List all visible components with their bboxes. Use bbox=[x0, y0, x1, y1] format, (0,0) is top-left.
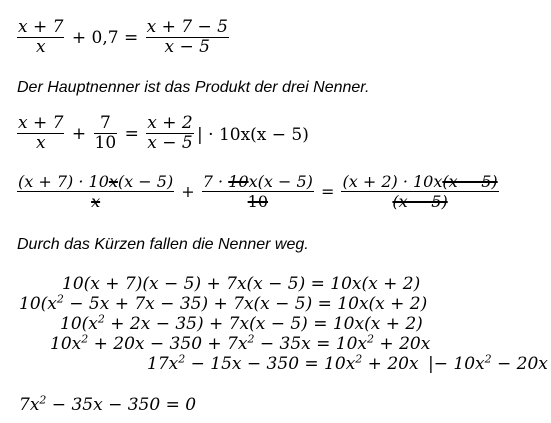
operator: = bbox=[124, 123, 139, 144]
equation-2 bbox=[17, 114, 194, 153]
operator: + bbox=[181, 181, 195, 201]
denominator: x − 5 bbox=[164, 37, 211, 57]
equation-1 bbox=[17, 18, 229, 57]
derivation-line-2: $10(x^2 - 5x + 7x - 35) + 7x(x - 5) = 10x(x + 2)$ bbox=[19, 292, 428, 314]
numerator: x + 2 bbox=[147, 113, 193, 133]
numerator: 7 bbox=[94, 114, 118, 134]
operator: + bbox=[71, 123, 87, 144]
numerator: x + 7 − 5 bbox=[146, 17, 228, 37]
fraction-2 bbox=[202, 172, 314, 211]
subtraction-note: |− $10x^2 - 20x$ bbox=[428, 352, 548, 374]
fraction-2 bbox=[94, 114, 118, 153]
operator: = bbox=[320, 181, 335, 201]
fraction-1 bbox=[17, 114, 64, 153]
explanation-text-2: Durch das Kürzen fallen die Nenner weg. bbox=[17, 236, 309, 253]
explanation-text-1: Der Hauptnenner ist das Produkt der drei Nenner. bbox=[17, 79, 370, 96]
fraction-1 bbox=[17, 172, 174, 211]
numerator: (x + 7) · 10x(x − 5) bbox=[18, 172, 174, 191]
numerator: (x + 2) · 10x(x − 5) bbox=[342, 172, 498, 191]
numerator: x + 7 bbox=[18, 113, 64, 133]
denominator: 10 bbox=[247, 192, 268, 211]
denominator: x bbox=[91, 192, 101, 211]
denominator: x bbox=[35, 133, 46, 153]
fraction-lhs bbox=[17, 18, 64, 57]
result-equation: $7x^2 - 35x - 350 = 0$ bbox=[19, 393, 197, 415]
fraction-rhs bbox=[146, 18, 229, 57]
fraction-3 bbox=[146, 114, 193, 153]
multiplier-note: | · 10x(x − 5) bbox=[197, 125, 309, 145]
derivation-line-1: 10(x + 7)(x − 5) + 7x(x − 5) = 10x(x + 2) bbox=[62, 274, 421, 294]
equation-3 bbox=[17, 172, 499, 211]
derivation-line-4: $10x^2 + 20x - 350 + 7x^2 - 35x = 10x^2 + 20x$ bbox=[50, 332, 431, 354]
derivation-line-5: $17x^2 - 15x - 350 = 10x^2 + 20x$ bbox=[147, 352, 419, 374]
denominator: 10 bbox=[94, 133, 117, 153]
operator: + 0,7 = bbox=[71, 27, 139, 48]
denominator: x bbox=[35, 37, 46, 57]
numerator: x + 7 bbox=[18, 17, 64, 37]
fraction-3 bbox=[341, 172, 498, 211]
numerator: 7 · 10x(x − 5) bbox=[202, 172, 313, 191]
derivation-line-3: $10(x^2 + 2x - 35) + 7x(x - 5) = 10x(x + 2)$ bbox=[60, 312, 423, 334]
denominator: (x − 5) bbox=[392, 192, 448, 211]
denominator: x − 5 bbox=[147, 133, 193, 153]
